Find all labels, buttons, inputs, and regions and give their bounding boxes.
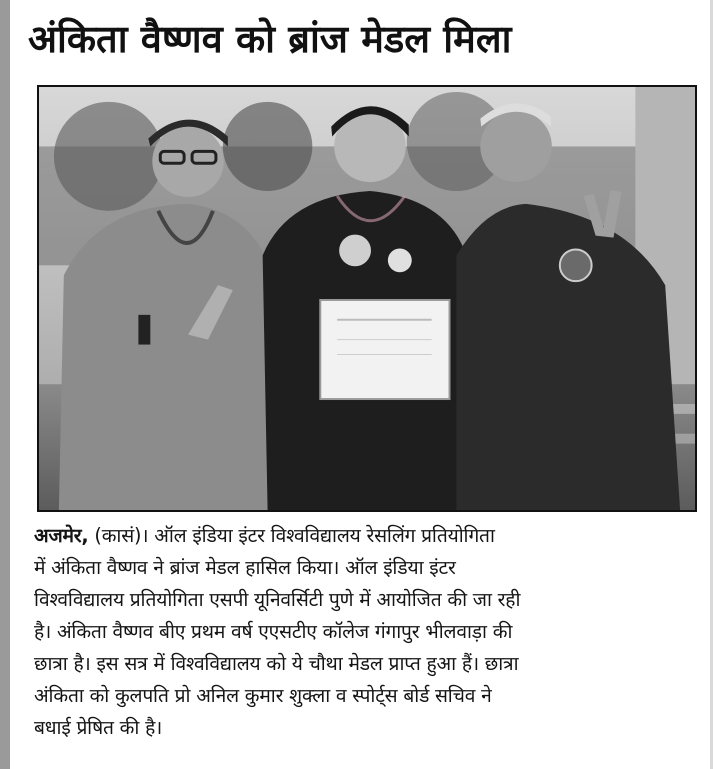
body-line-1-text: (कासं)। ऑल इंडिया इंटर विश्वविद्यालय रेसलिंग प्रतियोगिता (88, 524, 495, 547)
page-edge (0, 0, 10, 769)
body-line-4: है। अंकिता वैष्णव बीए प्रथम वर्ष एएसटीए कॉलेज गंगापुर भीलवाड़ा की (34, 620, 513, 643)
headline: अंकिता वैष्णव को ब्रांज मेडल मिला (28, 17, 512, 61)
body-line-3: विश्वविद्यालय प्रतियोगिता एसपी यूनिवर्सिटी पुणे में आयोजित की जा रही (34, 588, 521, 611)
photo-icon (39, 87, 695, 510)
body-line-6: अंकिता को कुलपति प्रो अनिल कुमार शुक्ला व स्पोर्ट्स बोर्ड सचिव ने (34, 684, 492, 707)
news-photo (37, 85, 697, 512)
news-clipping (10, 0, 710, 769)
dateline: अजमेर, (34, 524, 89, 547)
body-line-5: छात्रा है। इस सत्र में विश्वविद्यालय को ये चौथा मेडल प्राप्त हुआ हैं। छात्रा (34, 652, 519, 675)
body-line-7: बधाई प्रेषित की है। (34, 716, 163, 739)
article-body (34, 520, 694, 744)
body-line-2: में अंकिता वैष्णव ने ब्रांज मेडल हासिल किया। ऑल इंडिया इंटर (34, 556, 456, 579)
body-line-1 (34, 520, 694, 552)
certificate (320, 300, 449, 399)
